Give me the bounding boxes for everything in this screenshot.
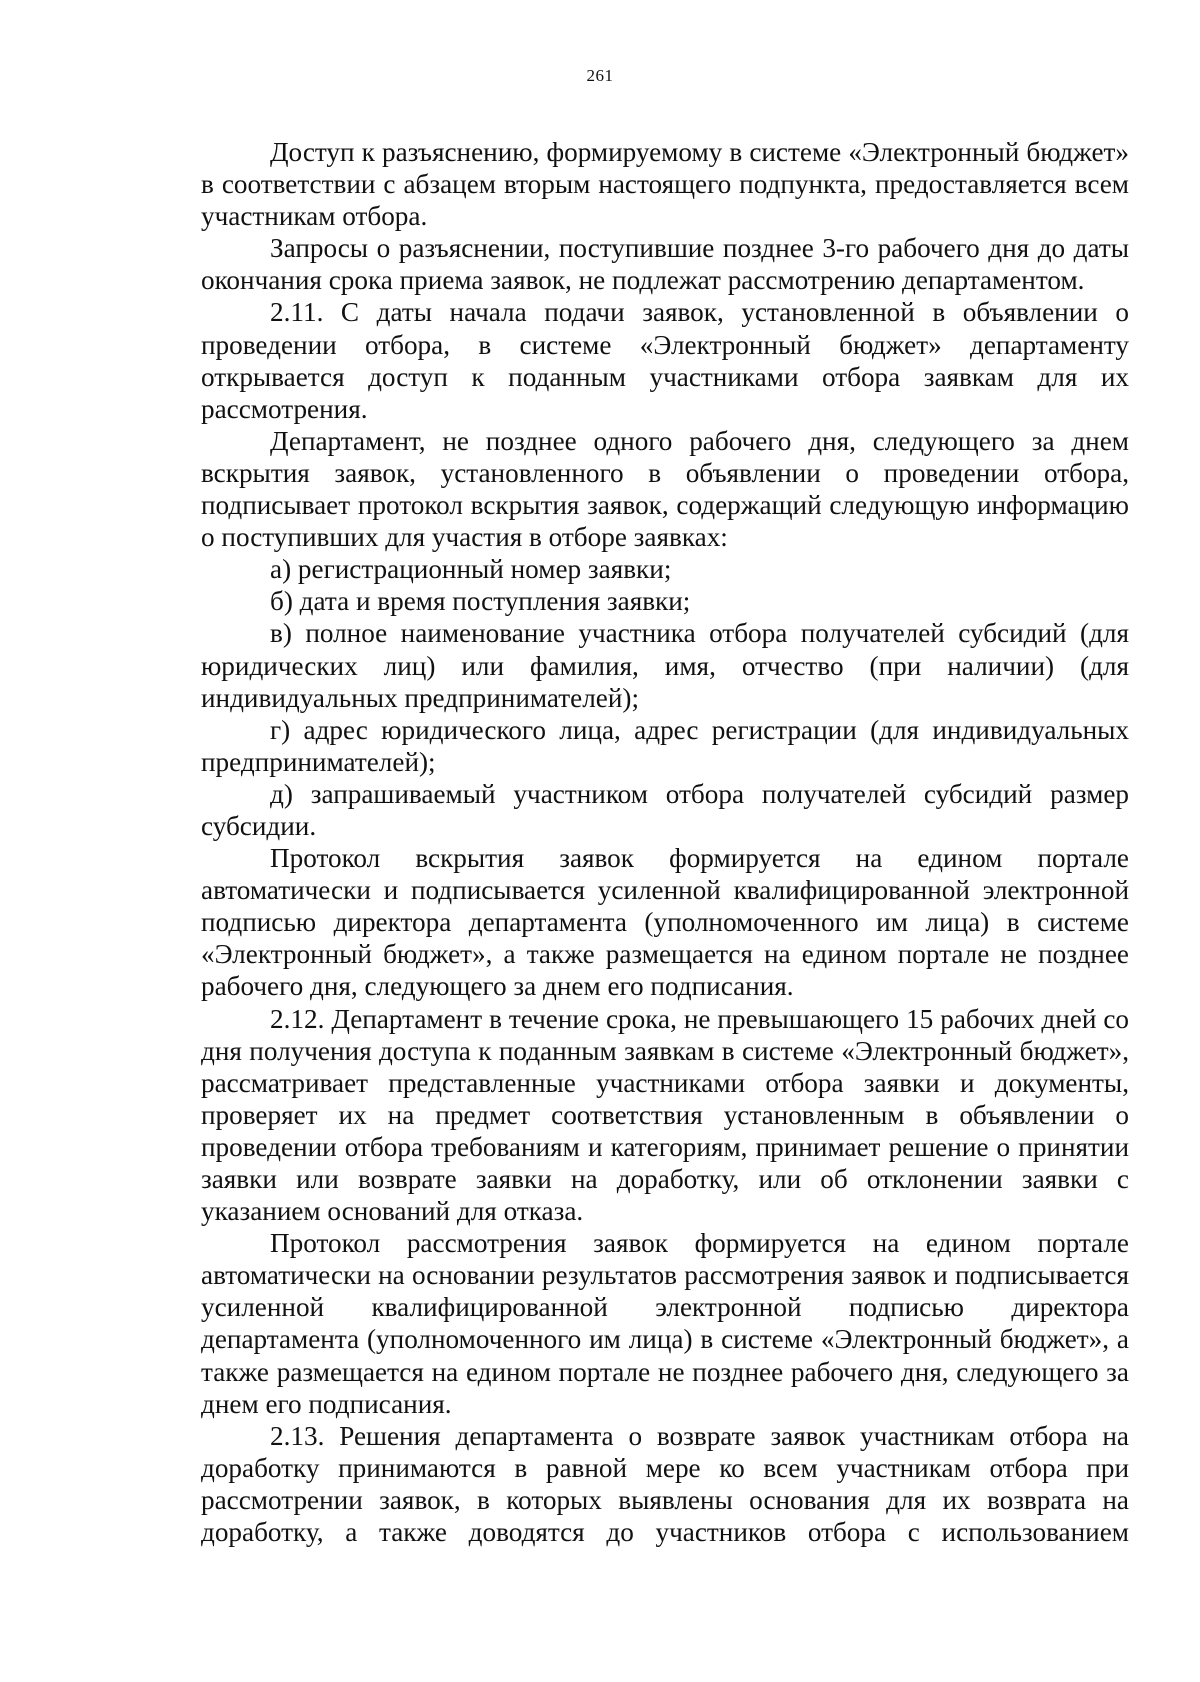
paragraph-opening-protocol-signing: Протокол вскрытия заявок формируется на едином портале автоматически и подписывается усиленной квалифицированной электронной подписью директора департамента (уполномоченного им лица) в системе «Электронный бюджет», а также размещается на едином портале не позднее рабочего дня, следующего за днем его подписания. (201, 843, 1129, 1002)
list-item-v: в) полное наименование участника отбора получателей субсидий (для юридических лиц) или фамилия, имя, отчество (при наличии) (для индивидуальных предпринимателей); (201, 618, 1129, 713)
document-body (201, 136, 1129, 1548)
paragraph-clarification-access: Доступ к разъяснению, формируемому в системе «Электронный бюджет» в соответствии с абзацем вторым настоящего подпункта, предоставляется всем участникам отбора. (201, 137, 1129, 232)
paragraph-clarification-requests: Запросы о разъяснении, поступившие позднее 3-го рабочего дня до даты окончания срока приема заявок, не подлежат рассмотрению департаментом. (201, 233, 1129, 296)
page-number: 261 (586, 66, 614, 85)
list-item-d: д) запрашиваемый участником отбора получателей субсидий размер субсидии. (201, 778, 1129, 841)
paragraph-2-13: 2.13. Решения департамента о возврате заявок участникам отбора на доработку принимаются в равной мере ко всем участникам отбора при рассмотрении заявок, в которых выявлены основания для их возврата на доработку, а также доводятся до участников отбора с использованием (201, 1420, 1129, 1548)
paragraph-opening-protocol: Департамент, не позднее одного рабочего дня, следующего за днем вскрытия заявок, установленного в объявлении о проведении отбора, подписывает протокол вскрытия заявок, содержащий следующую информацию о поступивших для участия в отборе заявках: (201, 425, 1129, 553)
list-item-g: г) адрес юридического лица, адрес регистрации (для индивидуальных предпринимателей); (201, 714, 1129, 777)
paragraph-2-11: 2.11. С даты начала подачи заявок, установленной в объявлении о проведении отбора, в системе «Электронный бюджет» департаменту открывается доступ к поданным участниками отбора заявкам для их рассмотрения. (201, 297, 1129, 424)
paragraph-2-12: 2.12. Департамент в течение срока, не превышающего 15 рабочих дней со дня получения доступа к поданным заявкам в системе «Электронный бюджет», рассматривает представленные участниками отбора заявки и документы, проверяет их на предмет соответствия установленным в объявлении о проведении отбора требованиям и категориям, принимает решение о принятии заявки или возврате заявки на доработку, или об отклонении заявки с указанием оснований для отказа. (201, 1003, 1129, 1227)
list-item-a: а) регистрационный номер заявки; (270, 554, 672, 585)
list-item-b: б) дата и время поступления заявки; (270, 586, 691, 617)
paragraph-review-protocol: Протокол рассмотрения заявок формируется на едином портале автоматически на основании результатов рассмотрения заявок и подписывается усиленной квалифицированной электронной подписью директора департамента (уполномоченного им лица) в системе «Электронный бюджет», а также размещается на едином портале не позднее рабочего дня, следующего за днем его подписания. (201, 1228, 1129, 1419)
